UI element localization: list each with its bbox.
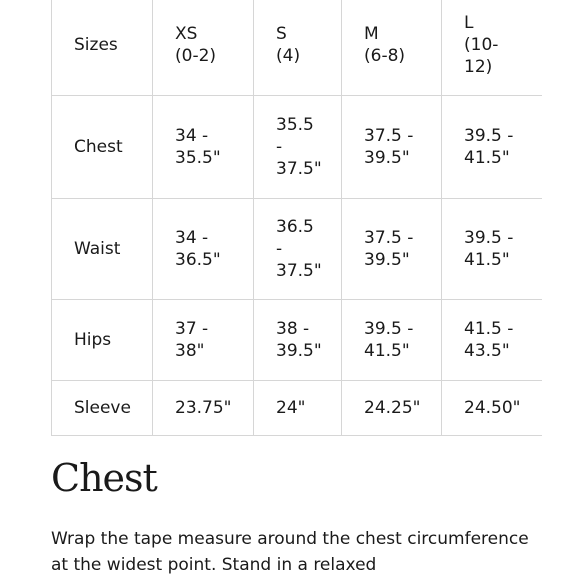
hips-l-cell: 41.5 - 43.5"	[442, 300, 542, 381]
table-row-sleeve	[52, 381, 542, 436]
sleeve-xs-cell: 23.75"	[153, 381, 254, 436]
size-header-row	[52, 0, 542, 96]
hips-m-cell: 39.5 - 41.5"	[342, 300, 442, 381]
size-l-header: L (10- 12)	[442, 0, 542, 96]
table-row-hips	[52, 300, 542, 381]
sleeve-s-cell: 24"	[254, 381, 342, 436]
hips-s-cell: 38 - 39.5"	[254, 300, 342, 381]
size-xs-header: XS (0-2)	[153, 0, 254, 96]
waist-l-cell: 39.5 - 41.5"	[442, 199, 542, 300]
row-label-chest: Chest	[52, 96, 153, 199]
hips-xs-cell: 37 - 38"	[153, 300, 254, 381]
chest-l-cell: 39.5 - 41.5"	[442, 96, 542, 199]
row-label-sleeve: Sleeve	[52, 381, 153, 436]
sizes-header-cell: Sizes	[52, 0, 153, 96]
size-m-header: M (6-8)	[342, 0, 442, 96]
chest-xs-cell: 34 - 35.5"	[153, 96, 254, 199]
waist-s-cell: 36.5 - 37.5"	[254, 199, 342, 300]
chest-m-cell: 37.5 - 39.5"	[342, 96, 442, 199]
size-chart-table	[51, 0, 542, 436]
row-label-hips: Hips	[52, 300, 153, 381]
table-row-chest	[52, 96, 542, 199]
sleeve-m-cell: 24.25"	[342, 381, 442, 436]
chest-section-body: Wrap the tape measure around the chest circumference at the widest point. Stand in a relaxed	[51, 529, 529, 575]
table-row-waist	[52, 199, 542, 300]
sleeve-l-cell: 24.50"	[442, 381, 542, 436]
size-s-header: S (4)	[254, 0, 342, 96]
chest-section-heading: Chest	[51, 456, 157, 500]
waist-xs-cell: 34 - 36.5"	[153, 199, 254, 300]
row-label-waist: Waist	[52, 199, 153, 300]
waist-m-cell: 37.5 - 39.5"	[342, 199, 442, 300]
chest-s-cell: 35.5 - 37.5"	[254, 96, 342, 199]
